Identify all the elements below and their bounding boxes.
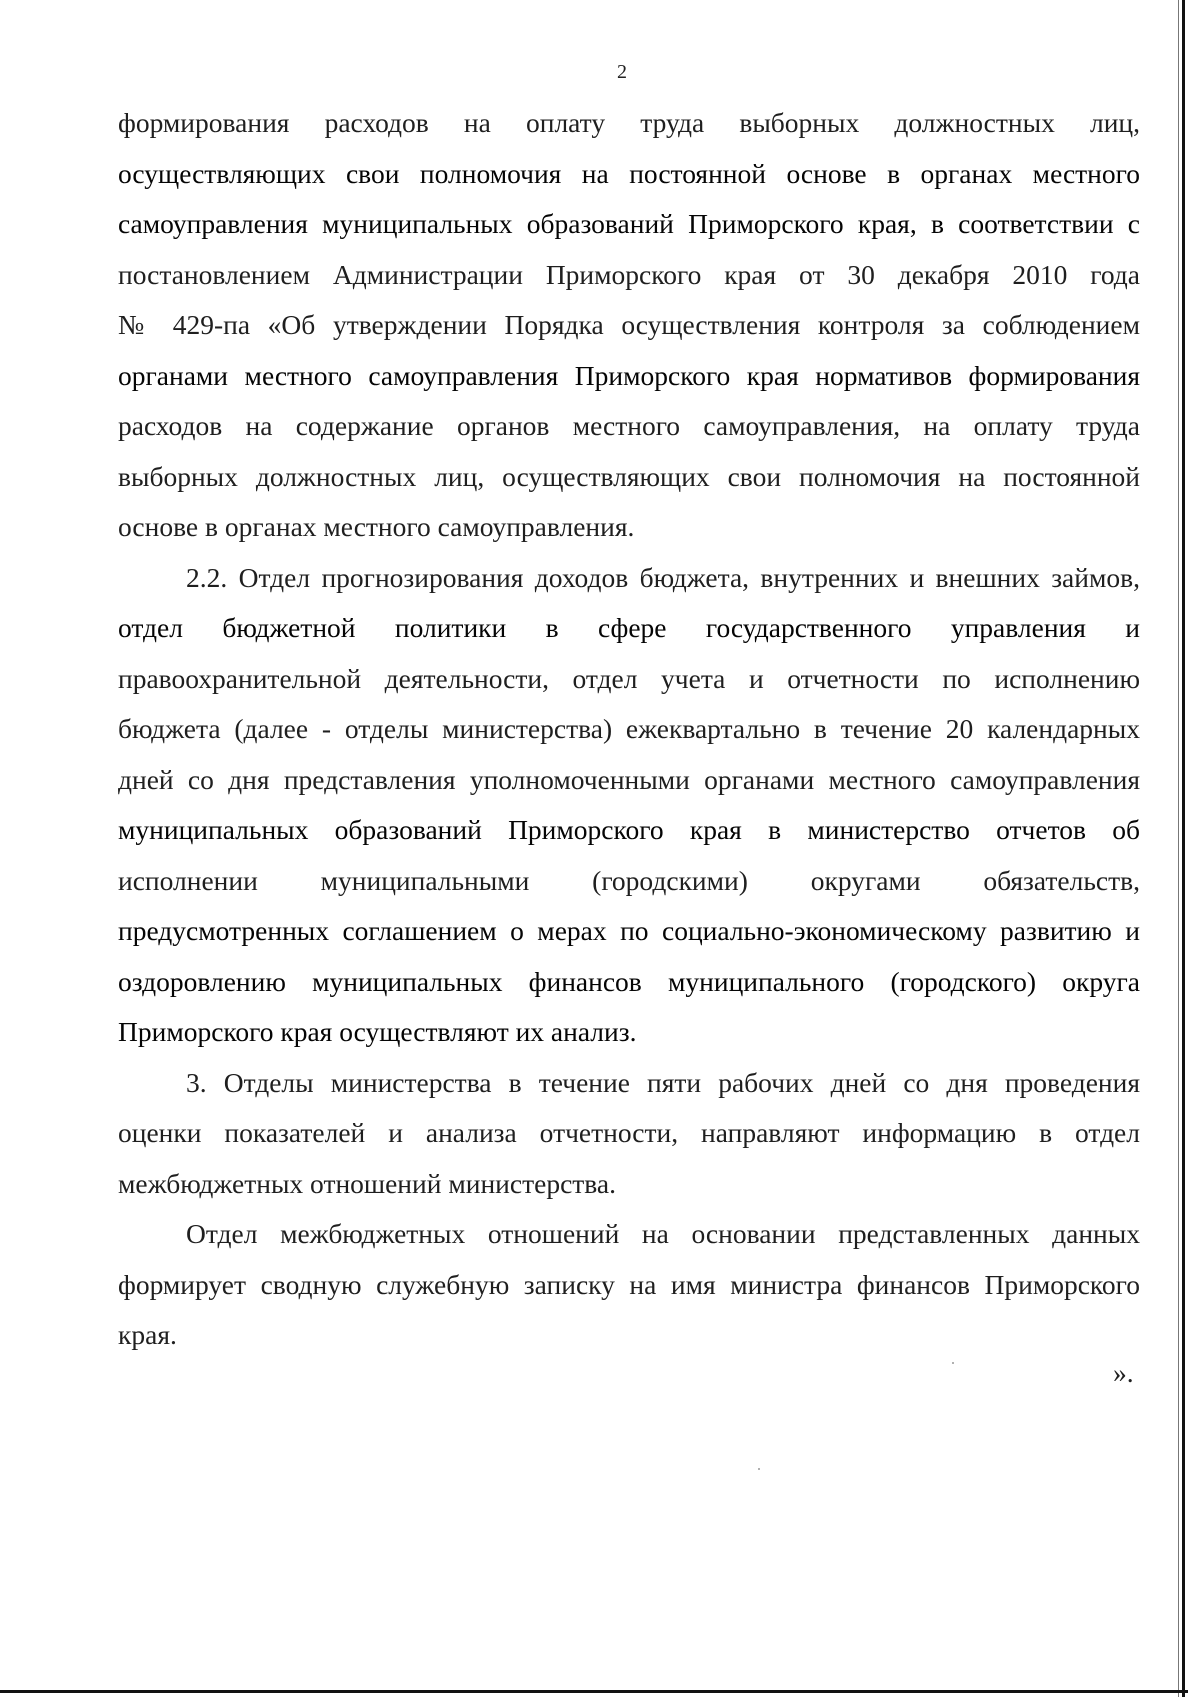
text-line: выборных должностных лиц, осуществляющих свои полномочия на постоянной [118, 460, 1140, 492]
text-line: Приморского края осуществляют их анализ. [118, 1016, 637, 1047]
text-line: края. [118, 1319, 177, 1350]
scan-speck [952, 1362, 954, 1364]
text-line: № 429-па «Об утверждении Порядка осуществления контроля за соблюдением [118, 309, 1140, 340]
text-line: органами местного самоуправления Приморского края нормативов формирования [118, 359, 1140, 391]
text-line: отдел бюджетной политики в сфере государственного управления и [118, 612, 1140, 643]
scan-border-bottom [0, 1690, 1188, 1693]
paragraph [118, 1064, 1140, 1216]
text-line: основе в органах местного самоуправления. [118, 511, 635, 542]
text-line: 2.2. Отдел прогнозирования доходов бюджета, внутренних и внешних займов, [186, 561, 1140, 593]
text-line: оценки показателей и анализа отчетности, направляют информацию в отдел [118, 1117, 1140, 1148]
scan-border-right [1182, 0, 1185, 1697]
scan-speck [758, 1468, 760, 1470]
text-line: дней со дня представления уполномоченными органами местного самоуправления [118, 763, 1140, 795]
text-line: формирует сводную служебную записку на имя министра финансов Приморского [118, 1268, 1140, 1300]
text-line: осуществляющих свои полномочия на постоянной основе в органах местного [118, 157, 1140, 189]
text-line: формирования расходов на оплату труда выборных должностных лиц, [118, 107, 1140, 138]
scan-border-right-inner [1178, 0, 1179, 1697]
text-line: Отдел межбюджетных отношений на основании представленных данных [186, 1218, 1140, 1249]
text-line: постановлением Администрации Приморского края от 30 декабря 2010 года [118, 258, 1140, 290]
page-number: 2 [617, 61, 627, 83]
text-line: правоохранительной деятельности, отдел учета и отчетности по исполнению [118, 662, 1140, 694]
text-line: муниципальных образований Приморского края в министерство отчетов об [118, 814, 1140, 845]
text-line: самоуправления муниципальных образований Приморского края, в соответствии с [118, 208, 1140, 239]
closing-quote-mark: ». [1113, 1357, 1134, 1388]
paragraph [118, 559, 1140, 1064]
text-line: оздоровлению муниципальных финансов муниципального (городского) округа [118, 965, 1140, 997]
paragraph [118, 1215, 1140, 1367]
paragraph [118, 104, 1140, 559]
text-line: межбюджетных отношений министерства. [118, 1167, 616, 1199]
document-body [118, 104, 1140, 1367]
text-line: исполнении муниципальными (городскими) округами обязательств, [118, 864, 1140, 896]
text-line: расходов на содержание органов местного самоуправления, на оплату труда [118, 410, 1140, 441]
text-line: предусмотренных соглашением о мерах по социально-экономическому развитию и [118, 915, 1140, 946]
text-line: 3. Отделы министерства в течение пяти рабочих дней со дня проведения [186, 1066, 1140, 1098]
text-line: бюджета (далее - отделы министерства) ежеквартально в течение 20 календарных [118, 713, 1140, 744]
